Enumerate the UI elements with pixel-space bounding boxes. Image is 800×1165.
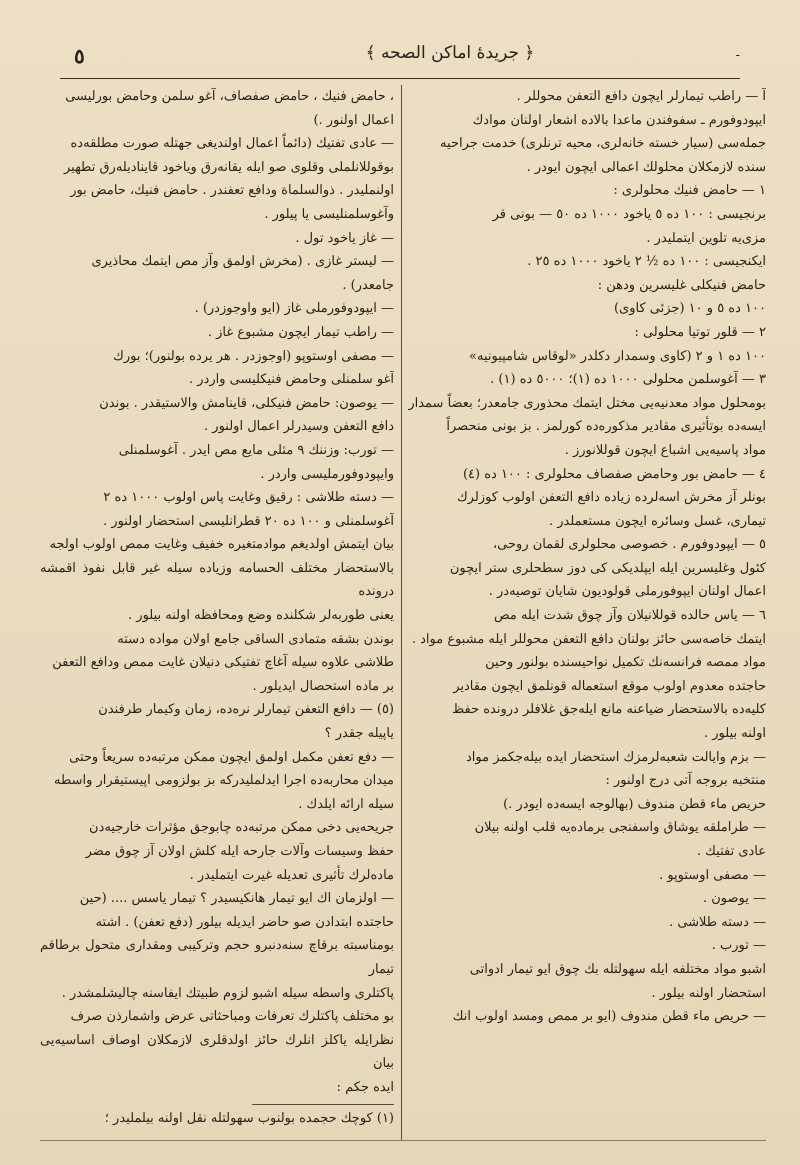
text-line: كليه‌ده بالاستحضار ضياعنه مانع ايله‌جق غلافلر درونده حفظ — [452, 702, 766, 718]
text-line: ماده‌لرك تأثيری تعديله غيرت ايتمليدر . — [189, 867, 394, 883]
text-line: حاجتده معدوم اولوب موقع استعماله قونلمق ايچون مقادير — [453, 678, 766, 694]
text-line: آغو سلمنلی وحامض فنيكليسی واردر . — [189, 372, 394, 388]
text-line: بوندن بشقه متمادی الساقی جامع اولان مواده دسته — [117, 631, 394, 647]
text-line: — مصفی اوستوپو . — [659, 867, 766, 883]
text-line: آ — راطب تيمارلر ايچون دافع التعفن محوللر . — [516, 89, 766, 104]
text-line: ٥ — ايپودوفورم . خصوصی محلولری لقمان روحی، — [492, 537, 766, 553]
bottom-rule — [40, 1140, 766, 1141]
footnote-rule — [252, 1104, 394, 1105]
text-line: بومحلول مواد معدنيه‌يی مختل ايتمك محذوری جامعدر؛ بعضاً سمدار — [408, 395, 766, 411]
text-line: پاكتلری واسطه سيله اشبو لزوم طبيتك ايفاسنه چاليشلمشدر . — [61, 985, 394, 1001]
text-line: آغوسلمنلی و ١٠٠ ده ٢٠ قطرانليسی استحضار اولنور . — [103, 513, 394, 529]
text-line: بو مختلف پاكتلرك تعرفات ومباحثاتی عرض واشمارذن صرف — [70, 1009, 394, 1025]
text-line: دافع التعفن وسيدرلر اعمال اولنور . — [204, 419, 394, 435]
text-line: — تورب . — [711, 938, 766, 954]
text-line: — دسته طلاشی . — [669, 914, 766, 930]
text-line: ٣ — آغوسلمن محلولی ١٠٠٠ ده (١)؛ ٥٠٠٠ ده (١) . — [490, 372, 766, 388]
text-line: — غاز ياخود تول . — [295, 230, 394, 246]
header-rule — [60, 78, 740, 79]
text-line: ، حامض فنيك ، حامض صفصاف، آغو سلمن وحامض بورليسی — [65, 89, 394, 104]
text-line: اولنمليدر . ذوالسلماة ودافع تعفندر . حامض فنيك، حامض بور — [70, 183, 394, 199]
text-line: بونلر آز مخرش اسه‌لرده زياده دافع التعفن اولوب كوزلرك — [456, 490, 766, 506]
text-line: — ليستر غازی . (مخرش اولمق وآز مص ايتمك محاذيری — [91, 254, 394, 270]
text-line: — بزم وايالت شعبه‌لرمزك استحضار ايده بيله‌جكمز مواد — [466, 749, 766, 765]
page-header — [40, 30, 760, 74]
text-line: — دسته طلاشی : رقيق وغايت پاس اولوب ١٠٠٠ ده ٢ — [103, 490, 394, 506]
text-line: — حريص ماء قطن مندوف (ايو بر ممص ومسد اولوب انك — [452, 1009, 766, 1025]
text-line: — عادی تفتيك (دائماً اعمال اولنديغی جهتله صورت مطلقه‌ده — [70, 136, 394, 152]
text-line: جامعدر) . — [342, 277, 394, 293]
text-line: مواد ممصه فرانسه‌نك تكميل نواحيسنده بولنور وحين — [485, 655, 766, 671]
text-line: يعنی طوربه‌لر شكلنده وضع ومحافظه اولنه بيلور . — [128, 608, 394, 624]
text-line: وآغوسلمنليسی يا پيلور . — [264, 206, 394, 222]
text-line: بيان ايتمش اولديغم موادمتغيره خفيف وغايت ممص اولوب اولجه — [49, 537, 394, 553]
text-line: ٤ — حامض بور وحامض صفصاف محلولری : ١٠٠ ده (٤) — [462, 466, 766, 482]
text-line: حاجتده ابتدادن صو حاضر ايديله بيلور (دفع تعفن) . اشته — [95, 914, 394, 930]
text-line: بر ماده استحصال ايديلور . — [252, 678, 394, 694]
text-line: — دفع تعفن مكمل اولمق ايچون ممكن مرتبه‌ده سريعاً وحتی — [69, 749, 394, 765]
text-line: — راطب تيمار ايچون مشبوع غاز . — [207, 324, 394, 340]
text-line: مزی‌يه تلوين ايتمليدر . — [646, 230, 766, 246]
text-line: مواد پاسيه‌يی اشباع ايچون قوللانورز . — [564, 442, 766, 458]
text-line: ياپيله جقدر ؟ — [324, 726, 394, 742]
text-line: — طراملقه يوشاق واسفنجی برماده‌يه قلب اولنه بيلان — [474, 820, 766, 836]
text-line: — تورب: وزننك ٩ مثلی مايع مص ايدر . آغوسلمنلی — [118, 442, 394, 458]
left-column — [40, 85, 394, 1140]
text-line: ايتمك خاصه‌سی حائز بولنان دافع التعفن محوللر ايله مشبوع مواد . — [411, 631, 766, 647]
text-line: استحضار اولنه بيلور . — [651, 985, 766, 1001]
text-line: نظرايله ياكلز انلرك حائز اولدقلری لازمكلان اوصاف اساسيه‌يی بيان — [40, 1032, 394, 1072]
column-divider — [401, 85, 402, 1140]
text-line: سنده لازمكلان محلولك اعمالی ايچون ايودر . — [526, 159, 766, 175]
text-line: عادی تفتيك . — [696, 844, 766, 859]
text-line: ميدان محاربه‌ده اجرا ايدلمليدركه بز بولزومی اپيستيقرار واسطه — [53, 773, 394, 789]
text-line: — يوصون: حامض فنيكلی، قاينامش والاستيقدر . بوندن — [99, 395, 394, 411]
text-line: برنجيسی : ١٠٠ ده ٥ ياخود ١٠٠٠ ده ٥٠ — بونی قر‌ — [492, 206, 766, 222]
text-line: بالاستحضار مختلف الحسامه وزياده سيله غير قابل نفوذ اقمشه درونده — [40, 560, 394, 600]
text-line: — مصفی اوستوپو (اوجوزدر . هر يرده بولنور)؛ بورك — [113, 348, 394, 364]
text-line: — ايپودوفورملی غاز (ايو واوجوزدر) . — [194, 301, 394, 317]
text-line: سيله ارائه ايلدك . — [298, 796, 394, 812]
text-line: ايكنجيسی : ١٠٠ ده ½ ٢ ياخود ١٠٠٠ ده ٢٥ . — [527, 254, 766, 270]
text-line: جريحه‌يی دخی ممكن مرتبه‌ده چابوجق مؤثرات خارجيه‌دن — [89, 820, 394, 836]
text-line: اولنه بيلور . — [704, 726, 766, 742]
text-line: حامض فنيكلی غليسرين ودهن : — [597, 277, 766, 293]
running-title: ﴿ جريدۀ اماكن الصحه ﴾ — [365, 43, 535, 63]
text-line: ١٠٠ ده ٥ و ١٠ (جزئی كاوی) — [613, 301, 766, 317]
page-mark: - — [735, 48, 740, 63]
text-line: حريص ماء قطن مندوف (بهالوجه ايسه‌ده ايودر .) — [503, 796, 766, 812]
text-line: ٢ — قلور توتيا محلولی : — [634, 324, 766, 340]
text-line: ٦ — ياس حالده قوللانيلان وآز چوق شدت ايله مص — [493, 608, 766, 624]
text-line: ١ — حامض فنيك محلولری : — [613, 183, 766, 199]
text-line: منتخبه بروجه آتی درج اولنور : — [605, 773, 766, 789]
text-line: ١٠٠ ده ١ و ٢ (كاوی وسمدار دكلدر «لوقاس شامپيونيه» — [469, 348, 766, 364]
text-line: (٥) — دافع التعفن تيمارلر نره‌ده، زمان وكيمار طرفندن — [98, 702, 394, 718]
text-line: ايده جكم : — [336, 1079, 394, 1095]
text-line: — اولزمان اك ايو تيمار هانكيسيدر ؟ تيمار ياسس .... (حين — [79, 891, 394, 907]
text-line: وايپودوفورمليسی واردر . — [260, 466, 394, 482]
text-line: اعمال اولنان ايپوفورملی قولوديون شايان توصيه‌در . — [488, 584, 766, 600]
text-line: بوقوللانلملی وقلوی صو ايله يقانه‌رق وياخود قايناديله‌رق تطهير — [63, 159, 394, 175]
text-line: ايپودوفورم ـ سفوفندن ماعدا بالاده اشعار اولنان موادك — [472, 112, 766, 128]
text-line: ايسه‌ده بوتأثيری مقادير مذكوره‌ده كورلمز . بز بونی منحصراً — [446, 419, 766, 435]
text-line: — يوصون . — [702, 891, 766, 907]
page-number: ٥ — [74, 44, 85, 68]
text-line: اشبو مواد مختلفه ايله سهولتله بك چوق ايو تيمار ادواتی — [469, 961, 766, 977]
footnote: (١) كوچك حجمده بولنوب سهولتله نقل اولنه بيلمليدر ؛ — [104, 1110, 394, 1126]
text-line: اعمال اولنور .) — [313, 112, 394, 128]
text-line: تيماری، غسل وسائره ايچون مستعملدر . — [549, 513, 766, 529]
text-line: كئول وغليسرين ايله ايپلديكی كی دوز سطحلری ستر ايچون — [449, 560, 766, 576]
text-line: طلاشی علاوه سيله آغاچ تفتيكی دنيلان غايت ممص ودافع التعفن — [52, 655, 394, 671]
text-line: حفظ وسيسات وآلات جارحه ايله كلش اولان آز چوق مضر — [85, 844, 394, 859]
text-line: جمله‌سی (سيار خسته خانه‌لری، محيه ترنلری) خدمت جراحيه‌ — [440, 136, 766, 152]
right-column — [408, 85, 766, 1140]
text-line: بومناسبته برقاچ سنه‌دنبرو حجم وتركيبی ومقداری متحول برطاقم تيمار — [40, 938, 394, 977]
